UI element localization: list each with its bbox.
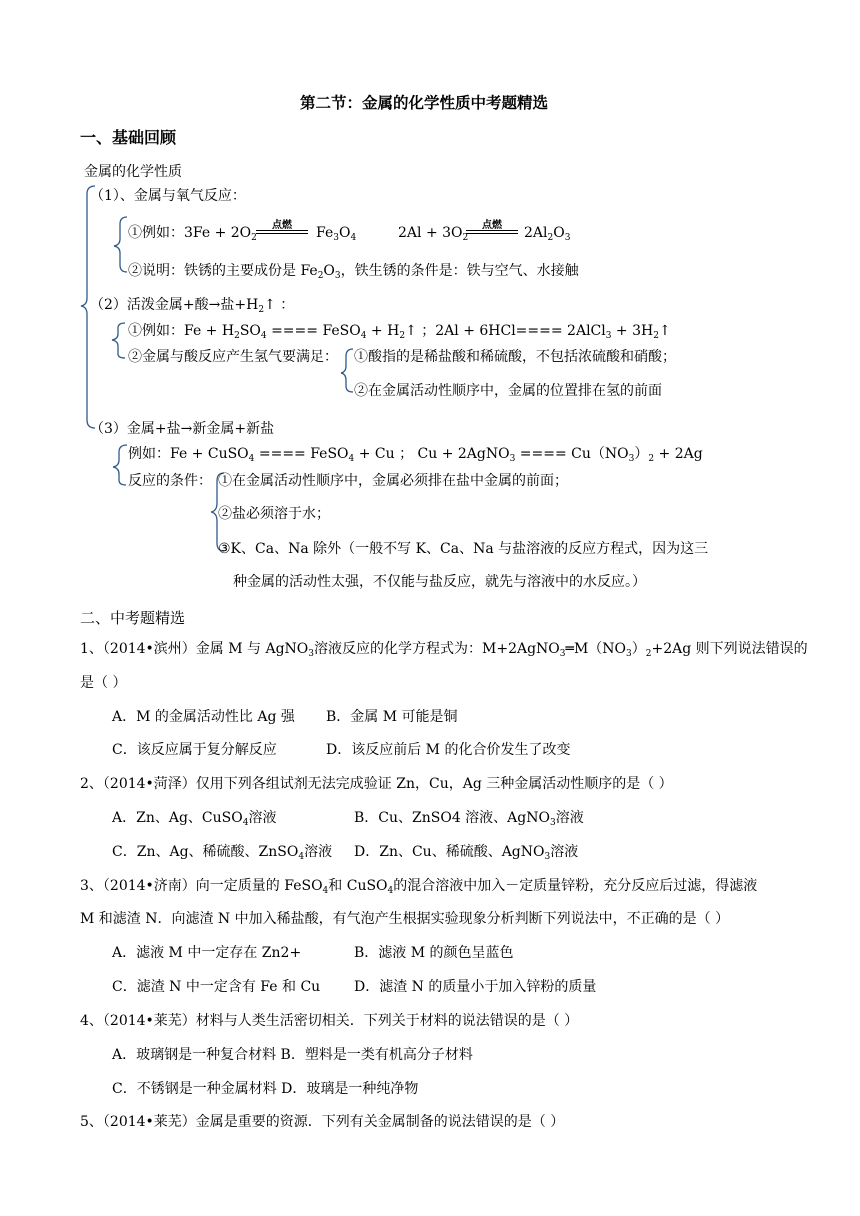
part2-condition-1: ①酸指的是稀盐酸和稀硫酸，不包括浓硫酸和硝酸；	[354, 349, 676, 365]
question-1-stem: 1、（2014•滨州）金属 M 与 AgNO$_3$溶液反应的化学方程式为：$M+2AgNO_3═M(NO_3)_2+2Ag$ 则下列说法错误的	[80, 641, 808, 659]
question-2-option-a: A．Zn、Ag、CuSO$_4$溶液	[112, 810, 277, 828]
part2-condition-2: ②在金属活动性顺序中，金属的位置排在氢的前面	[354, 383, 662, 399]
section1-heading: 一、基础回顾	[80, 128, 177, 147]
page-title: 第二节：金属的化学性质中考题精选	[300, 94, 549, 112]
part1-note: ②说明：铁锈的主要成份是 $Fe_2O_3$，铁生锈的条件是：铁与空气、水接触	[128, 263, 579, 281]
condition-label: 点燃	[272, 220, 292, 231]
question-4-stem: 4、（2014•莱芜）材料与人类生活密切相关．下列关于材料的说法错误的是（ ）	[80, 1013, 579, 1029]
part2-condition-label: ②金属与酸反应产生氢气要满足：	[128, 349, 338, 365]
section1-intro: 金属的化学性质	[84, 164, 182, 180]
question-1-option-c: C．该反应属于复分解反应	[112, 742, 277, 758]
question-3-option-a: A．滤液 M 中一定存在 Zn2+	[112, 945, 302, 961]
condition-arrow	[466, 218, 518, 240]
question-1-stem-line2: 是（ ）	[80, 675, 127, 691]
part3-example: 例如：Fe + CuSO$_4$ ==== FeSO$_4$ + Cu ； Cu + 2AgNO$_3$ ==== $Cu(NO_3)_2 + 2Ag$	[128, 446, 703, 464]
question-1-option-b: B．金属 M 可能是铜	[326, 709, 458, 725]
part3-condition-3a: ③K、Ca、Na 除外（一般不写 K、Ca、Na 与盐溶液的反应方程式，因为这三	[218, 541, 709, 557]
part2-example: ①例如：$Fe + H_2SO_4$ ==== FeSO$_4$ + $H_2↑$ ；2Al + 6HCl==== 2AlCl$_3$ + $3H_2↑$	[128, 323, 671, 341]
condition-arrow	[256, 218, 308, 240]
section2-heading: 二、中考题精选	[80, 609, 186, 627]
part2-label: （2）活泼金属+酸→盐$+H_2↑$ ：	[90, 297, 295, 315]
question-3-stem-line2: M 和滤渣 N．向滤渣 N 中加入稀盐酸，有气泡产生根据实验现象分析判断下列说法中，不正确的是（ ）	[80, 911, 730, 927]
part3-condition-3b: 种金属的活动性太强，不仅能与盐反应，就先与溶液中的水反应。）	[233, 574, 646, 590]
question-3-stem: 3、（2014•济南）向一定质量的 FeSO$_4$和 CuSO$_4$的混合溶液中加入－定质量锌粉，充分反应后过滤，得滤液	[80, 878, 758, 896]
question-4-options-cd: C．不锈钢是一种金属材料 D．玻璃是一种纯净物	[112, 1081, 419, 1097]
part1-label: （1）、金属与氧气反应：	[90, 188, 246, 204]
question-3-option-c: C．滤渣 N 中一定含有 Fe 和 Cu	[112, 979, 321, 995]
question-4-options-ab: A．玻璃钢是一种复合材料 B．塑料是一类有机高分子材料	[112, 1047, 473, 1063]
question-2-option-b: B．Cu、ZnSO4 溶液、AgNO$_3$溶液	[354, 810, 584, 828]
part3-condition-label: 反应的条件：	[128, 473, 212, 489]
question-1-option-a: A．M 的金属活动性比 Ag 强	[112, 709, 295, 725]
part1-product1: $Fe_3O_4$	[316, 225, 357, 243]
part1-example2: $2Al + 3O_2$	[398, 225, 469, 243]
part3-condition-1: ①在金属活动性顺序中，金属必须排在盐中金属的前面；	[218, 473, 568, 489]
condition-label: 点燃	[482, 220, 502, 231]
part1-product2: $2Al_2O_3$	[524, 225, 571, 243]
question-2-option-d: D．Zn、Cu、稀硫酸、AgNO$_3$溶液	[354, 844, 579, 862]
part1-example: ①例如：$3Fe + 2O_2$	[128, 225, 257, 243]
part3-label: （3）金属+盐→新金属+新盐	[90, 421, 275, 437]
question-3-option-b: B．滤液 M 的颜色呈蓝色	[354, 945, 514, 961]
question-3-option-d: D．滤渣 N 的质量小于加入锌粉的质量	[354, 979, 597, 995]
part3-condition-2: ②盐必须溶于水；	[218, 506, 330, 522]
question-2-stem: 2、（2014•菏泽）仅用下列各组试剂无法完成验证 Zn，Cu，Ag 三种金属活动性顺序的是（ ）	[80, 776, 673, 792]
question-5-stem: 5、（2014•莱芜）金属是重要的资源．下列有关金属制备的说法错误的是（ ）	[80, 1114, 565, 1130]
question-1-option-d: D．该反应前后 M 的化合价发生了改变	[326, 742, 571, 758]
question-2-option-c: C．Zn、Ag、稀硫酸、ZnSO$_4$溶液	[112, 844, 333, 862]
